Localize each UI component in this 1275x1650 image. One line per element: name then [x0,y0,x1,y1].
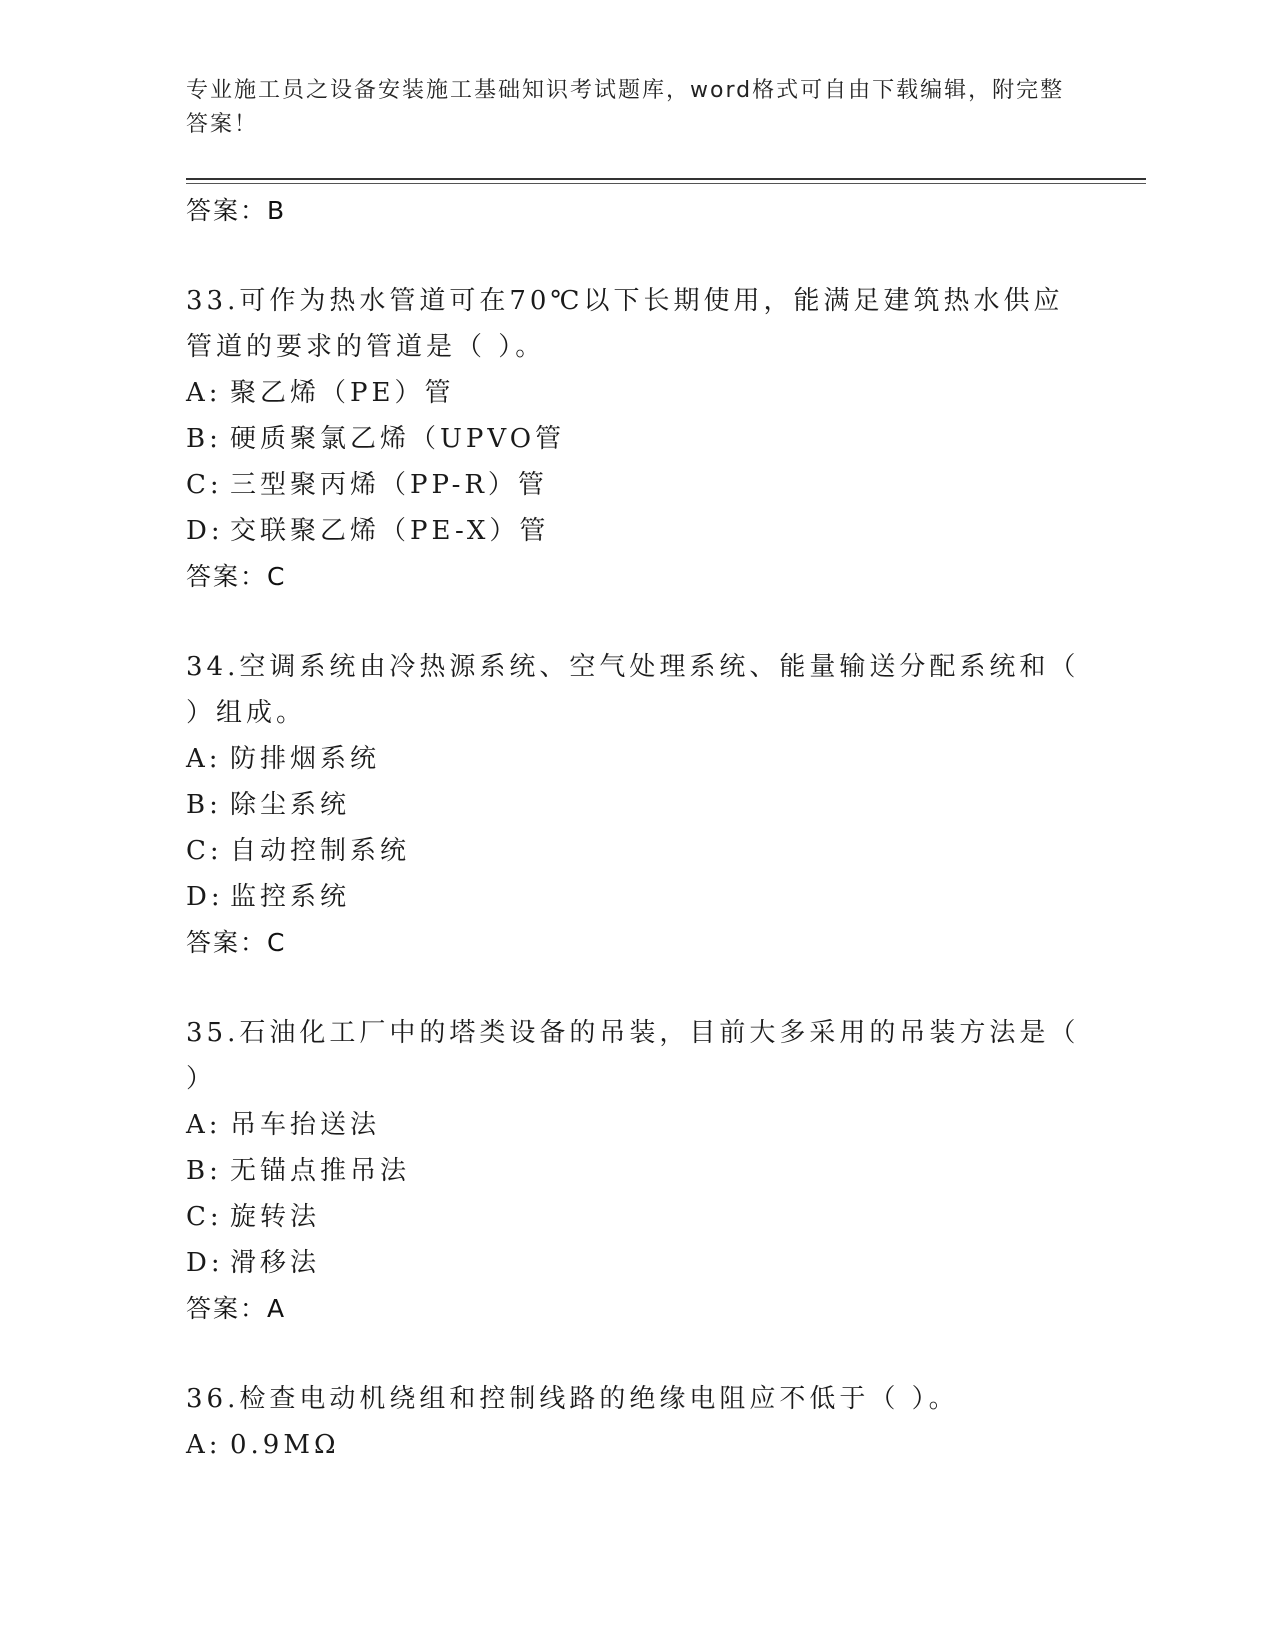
option-key: C: [186,836,223,866]
answer-line: 答案：B [186,196,287,225]
option-key: D: [186,516,224,546]
question-stem: 36.检查电动机绕组和控制线路的绝缘电阻应不低于（ ）。 [186,1384,959,1414]
option-d [186,508,1086,554]
header-rule-thick [186,178,1146,180]
header-rule-thin [186,183,1146,184]
option-text: 聚乙烯（PE）管 [230,378,455,408]
option-d [186,1240,1086,1286]
option-text: 0.9MΩ [230,1430,340,1460]
option-key: A: [186,1110,222,1140]
option-text: 监控系统 [230,882,351,912]
option-text: 硬质聚氯乙烯（UPVO管 [230,424,566,454]
option-text: 三型聚丙烯（PP-R）管 [230,470,548,500]
question-block [186,644,1086,966]
option-key: B: [186,790,222,820]
option-b [186,416,1086,462]
document-header: 专业施工员之设备安装施工基础知识考试题库，word格式可自由下载编辑，附完整答案！ [186,78,1065,137]
option-text: 无锚点推吊法 [230,1156,411,1186]
option-c [186,828,1086,874]
question-stem: 35.石油化工厂中的塔类设备的吊装，目前大多采用的吊装方法是（ ） [186,1018,1080,1094]
option-c [186,462,1086,508]
option-text: 旋转法 [230,1202,321,1232]
option-key: A: [186,744,222,774]
option-b [186,782,1086,828]
question-block [186,1376,1086,1468]
option-a [186,370,1086,416]
option-a [186,736,1086,782]
option-text: 吊车抬送法 [230,1110,381,1140]
option-text: 滑移法 [230,1248,321,1278]
option-b [186,1148,1086,1194]
option-a [186,1422,1086,1468]
option-key: D: [186,1248,224,1278]
option-text: 自动控制系统 [230,836,411,866]
answer-line: 答案：A [186,1294,287,1323]
option-key: A: [186,1430,222,1460]
answer-line: 答案：C [186,562,287,591]
answer-line: 答案：C [186,928,287,957]
option-key: C: [186,1202,223,1232]
question-stem: 34.空调系统由冷热源系统、空气处理系统、能量输送分配系统和（ ）组成。 [186,652,1080,728]
option-key: C: [186,470,223,500]
option-key: B: [186,424,222,454]
option-key: B: [186,1156,222,1186]
option-c [186,1194,1086,1240]
option-text: 除尘系统 [230,790,351,820]
option-key: A: [186,378,222,408]
option-text: 防排烟系统 [230,744,381,774]
option-text: 交联聚乙烯（PE-X）管 [230,516,550,546]
question-block [186,278,1086,600]
question-stem: 33.可作为热水管道可在70℃以下长期使用，能满足建筑热水供应管道的要求的管道是（ ）。 [186,286,1064,362]
option-d [186,874,1086,920]
option-key: D: [186,882,224,912]
option-a [186,1102,1086,1148]
question-list [186,188,1086,1468]
question-block [186,1010,1086,1332]
